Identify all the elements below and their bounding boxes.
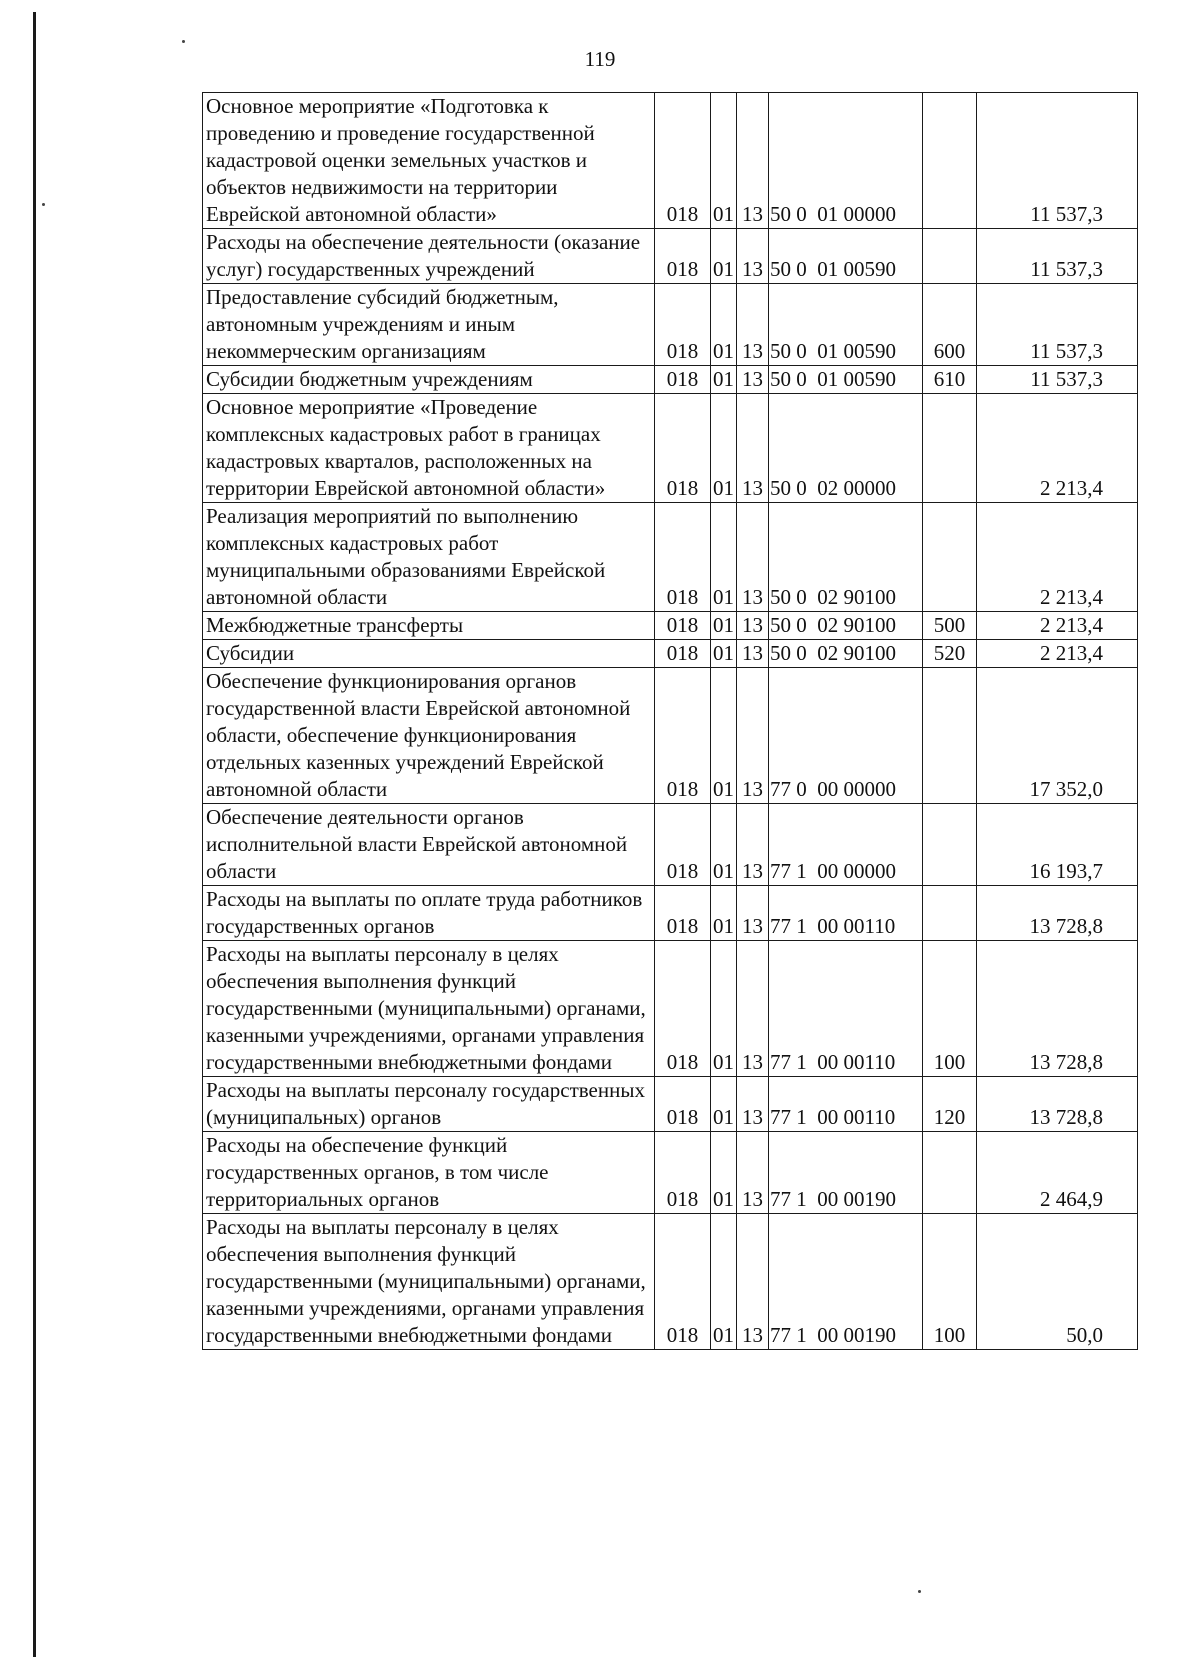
expense-type-code-cell: 100 — [923, 1214, 977, 1350]
section-code-cell: 01 — [711, 284, 737, 366]
expense-type-code-cell — [923, 804, 977, 886]
table-row — [203, 1214, 1138, 1350]
table-row — [203, 668, 1138, 804]
row-name-cell: Основное мероприятие «Подготовка к проведению и проведение государственной кадастровой оценки земельных участков и объектов недвижимости на территории Еврейской автономной области» — [203, 93, 655, 229]
department-code-cell: 018 — [655, 612, 711, 640]
section-code-cell: 01 — [711, 1077, 737, 1132]
table-row — [203, 366, 1138, 394]
row-name-cell: Обеспечение деятельности органов исполнительной власти Еврейской автономной области — [203, 804, 655, 886]
subsection-code-cell: 13 — [737, 366, 769, 394]
amount-cell: 13 728,8 — [977, 941, 1138, 1077]
row-name-cell: Субсидии бюджетным учреждениям — [203, 366, 655, 394]
scan-speck — [42, 203, 45, 206]
row-name-cell: Субсидии — [203, 640, 655, 668]
department-code-cell: 018 — [655, 886, 711, 941]
section-code-cell: 01 — [711, 612, 737, 640]
department-code-cell: 018 — [655, 1077, 711, 1132]
budget-table-body — [203, 93, 1138, 1350]
amount-cell: 2 464,9 — [977, 1132, 1138, 1214]
amount-cell: 17 352,0 — [977, 668, 1138, 804]
department-code-cell: 018 — [655, 668, 711, 804]
target-article-code-cell: 77 1 00 00190 — [769, 1214, 923, 1350]
subsection-code-cell: 13 — [737, 612, 769, 640]
subsection-code-cell: 13 — [737, 886, 769, 941]
section-code-cell: 01 — [711, 804, 737, 886]
target-article-code-cell: 77 1 00 00110 — [769, 941, 923, 1077]
table-row — [203, 1132, 1138, 1214]
amount-cell: 11 537,3 — [977, 284, 1138, 366]
subsection-code-cell: 13 — [737, 1132, 769, 1214]
table-row — [203, 284, 1138, 366]
target-article-code-cell: 50 0 01 00590 — [769, 284, 923, 366]
department-code-cell: 018 — [655, 640, 711, 668]
row-name-cell: Расходы на обеспечение функций государственных органов, в том числе территориальных органов — [203, 1132, 655, 1214]
table-row — [203, 886, 1138, 941]
table-row — [203, 941, 1138, 1077]
budget-table — [202, 92, 1138, 1350]
scan-speck — [182, 40, 185, 43]
target-article-code-cell: 77 1 00 00190 — [769, 1132, 923, 1214]
row-name-cell: Реализация мероприятий по выполнению комплексных кадастровых работ муниципальными образованиями Еврейской автономной области — [203, 503, 655, 612]
department-code-cell: 018 — [655, 1214, 711, 1350]
target-article-code-cell: 50 0 02 90100 — [769, 503, 923, 612]
table-row — [203, 612, 1138, 640]
row-name-cell: Обеспечение функционирования органов государственной власти Еврейской автономной области, обеспечение функционирования отдельных казенных учреждений Еврейской автономной области — [203, 668, 655, 804]
target-article-code-cell: 50 0 02 90100 — [769, 612, 923, 640]
amount-cell: 16 193,7 — [977, 804, 1138, 886]
section-code-cell: 01 — [711, 366, 737, 394]
amount-cell: 2 213,4 — [977, 640, 1138, 668]
section-code-cell: 01 — [711, 394, 737, 503]
row-name-cell: Расходы на выплаты персоналу в целях обеспечения выполнения функций государственными (муниципальными) органами, казенными учреждениями, органами управления государственными внебюджетными фондами — [203, 941, 655, 1077]
binding-edge-line — [33, 12, 36, 1657]
table-row — [203, 503, 1138, 612]
target-article-code-cell: 77 1 00 00110 — [769, 1077, 923, 1132]
table-row — [203, 394, 1138, 503]
department-code-cell: 018 — [655, 93, 711, 229]
subsection-code-cell: 13 — [737, 503, 769, 612]
department-code-cell: 018 — [655, 229, 711, 284]
expense-type-code-cell: 600 — [923, 284, 977, 366]
subsection-code-cell: 13 — [737, 804, 769, 886]
subsection-code-cell: 13 — [737, 229, 769, 284]
subsection-code-cell: 13 — [737, 284, 769, 366]
amount-cell: 2 213,4 — [977, 503, 1138, 612]
expense-type-code-cell — [923, 394, 977, 503]
section-code-cell: 01 — [711, 93, 737, 229]
section-code-cell: 01 — [711, 640, 737, 668]
department-code-cell: 018 — [655, 1132, 711, 1214]
row-name-cell: Предоставление субсидий бюджетным, автономным учреждениям и иным некоммерческим организациям — [203, 284, 655, 366]
section-code-cell: 01 — [711, 941, 737, 1077]
target-article-code-cell: 50 0 01 00000 — [769, 93, 923, 229]
amount-cell: 50,0 — [977, 1214, 1138, 1350]
target-article-code-cell: 50 0 02 90100 — [769, 640, 923, 668]
subsection-code-cell: 13 — [737, 1214, 769, 1350]
amount-cell: 11 537,3 — [977, 229, 1138, 284]
target-article-code-cell: 50 0 01 00590 — [769, 366, 923, 394]
expense-type-code-cell — [923, 229, 977, 284]
department-code-cell: 018 — [655, 284, 711, 366]
expense-type-code-cell: 100 — [923, 941, 977, 1077]
target-article-code-cell: 77 1 00 00110 — [769, 886, 923, 941]
amount-cell: 2 213,4 — [977, 612, 1138, 640]
department-code-cell: 018 — [655, 941, 711, 1077]
subsection-code-cell: 13 — [737, 640, 769, 668]
target-article-code-cell: 77 0 00 00000 — [769, 668, 923, 804]
section-code-cell: 01 — [711, 668, 737, 804]
section-code-cell: 01 — [711, 1132, 737, 1214]
table-row — [203, 93, 1138, 229]
expense-type-code-cell — [923, 886, 977, 941]
department-code-cell: 018 — [655, 804, 711, 886]
row-name-cell: Межбюджетные трансферты — [203, 612, 655, 640]
department-code-cell: 018 — [655, 503, 711, 612]
amount-cell: 2 213,4 — [977, 394, 1138, 503]
target-article-code-cell: 50 0 02 00000 — [769, 394, 923, 503]
expense-type-code-cell — [923, 503, 977, 612]
expense-type-code-cell — [923, 93, 977, 229]
row-name-cell: Основное мероприятие «Проведение комплексных кадастровых работ в границах кадастровых кварталов, расположенных на территории Еврейской автономной области» — [203, 394, 655, 503]
subsection-code-cell: 13 — [737, 1077, 769, 1132]
amount-cell: 13 728,8 — [977, 886, 1138, 941]
scan-speck — [918, 1590, 921, 1593]
row-name-cell: Расходы на выплаты персоналу государственных (муниципальных) органов — [203, 1077, 655, 1132]
expense-type-code-cell: 120 — [923, 1077, 977, 1132]
department-code-cell: 018 — [655, 366, 711, 394]
page-number: 119 — [584, 47, 616, 71]
amount-cell: 13 728,8 — [977, 1077, 1138, 1132]
target-article-code-cell: 77 1 00 00000 — [769, 804, 923, 886]
expense-type-code-cell: 500 — [923, 612, 977, 640]
expense-type-code-cell: 520 — [923, 640, 977, 668]
subsection-code-cell: 13 — [737, 668, 769, 804]
table-row — [203, 640, 1138, 668]
subsection-code-cell: 13 — [737, 941, 769, 1077]
section-code-cell: 01 — [711, 1214, 737, 1350]
section-code-cell: 01 — [711, 229, 737, 284]
amount-cell: 11 537,3 — [977, 366, 1138, 394]
subsection-code-cell: 13 — [737, 93, 769, 229]
section-code-cell: 01 — [711, 503, 737, 612]
subsection-code-cell: 13 — [737, 394, 769, 503]
target-article-code-cell: 50 0 01 00590 — [769, 229, 923, 284]
section-code-cell: 01 — [711, 886, 737, 941]
row-name-cell: Расходы на обеспечение деятельности (оказание услуг) государственных учреждений — [203, 229, 655, 284]
amount-cell: 11 537,3 — [977, 93, 1138, 229]
department-code-cell: 018 — [655, 394, 711, 503]
row-name-cell: Расходы на выплаты персоналу в целях обеспечения выполнения функций государственными (муниципальными) органами, казенными учреждениями, органами управления государственными внебюджетными фондами — [203, 1214, 655, 1350]
table-row — [203, 804, 1138, 886]
table-row — [203, 1077, 1138, 1132]
table-row — [203, 229, 1138, 284]
row-name-cell: Расходы на выплаты по оплате труда работников государственных органов — [203, 886, 655, 941]
expense-type-code-cell — [923, 668, 977, 804]
expense-type-code-cell — [923, 1132, 977, 1214]
expense-type-code-cell: 610 — [923, 366, 977, 394]
